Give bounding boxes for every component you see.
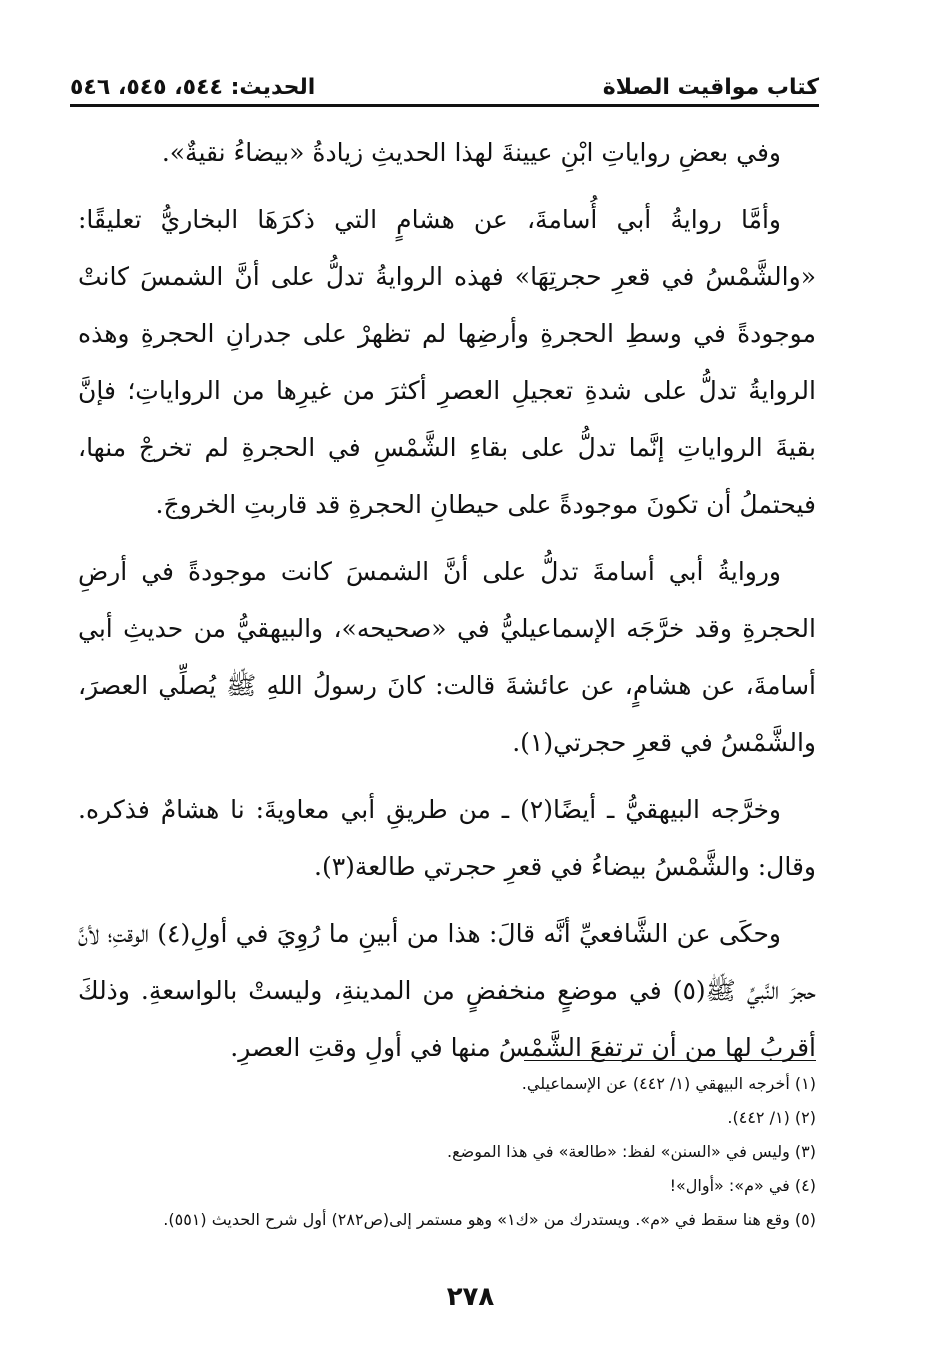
footnote-divider: [524, 1060, 816, 1061]
header-hadith-numbers: الحديث: ٥٤٤، ٥٤٥، ٥٤٦: [70, 74, 316, 100]
footnote: (١) أخرجه البيهقي (١/ ٤٤٢) عن الإسماعيلي.: [521, 1074, 816, 1093]
header-divider: [70, 104, 819, 107]
footnote: (٣) وليس في «السنن» لفظ: «طالعة» في هذا الموضع.: [447, 1142, 816, 1161]
page-header: [70, 70, 819, 104]
footnotes: [78, 1070, 816, 1240]
footnote: (٥) وقع هنا سقط في «م». ويستدرك من «ك١» وهو مستمر إلى(ص٢٨٢) أول شرح الحديث (٥٥١).: [163, 1210, 816, 1229]
footnote: (٢) (١/ ٤٤٢).: [727, 1108, 816, 1127]
header-chapter-title: كتاب مواقيت الصلاة: [602, 74, 819, 100]
paragraph: وخرَّجه البيهقيُّ ـ أيضًا(٢) ـ من طريقِ أبي معاويةَ: نا هشامٌ فذكره. وقال: والشَّمْسُ بيضاءُ في قعرِ حجرتي طالعة(٣).: [78, 795, 816, 881]
page-number: ٢٧٨: [446, 1282, 495, 1312]
paragraph: وفي بعضِ رواياتِ ابْنِ عيينةَ لهذا الحديثِ زيادةُ «بيضاءُ نقيةٌ».: [161, 138, 781, 167]
main-text: [78, 124, 816, 1086]
footnote: (٤) في «م»: «أوال»!: [669, 1176, 816, 1195]
paragraph: وأمَّا روايةُ أبي أُسامةَ، عن هشامٍ التي ذكرَهَا البخاريُّ تعليقًا: «والشَّمْسُ في قعرِ حجرتِهَا» فهذه الروايةُ تدلُّ على أنَّ الشمسَ كانتْ موجودةً في وسطِ الحجرةِ وأرضِها لم تظهرْ على جدرانِ الحجرةِ وهذه الروايةُ تدلُّ على شدةِ تعجيلِ العصرِ أكثرَ من غيرِها من الرواياتِ؛ فإنَّ بقيةَ الرواياتِ إنَّما تدلُّ على بقاءِ الشَّمْسِ في الحجرةِ لم تخرجْ منها، فيحتملُ أن تكونَ موجودةً على حيطانِ الحجرةِ قد قاربتِ الخروجَ.: [78, 205, 816, 519]
paragraph: وروايةُ أبي أسامةَ تدلُّ على أنَّ الشمسَ كانت موجودةً في أرضِ الحجرةِ وقد خرَّجَه الإسماعيليُّ في «صحيحه»، والبيهقيُّ من حديثِ أبي أسامةَ، عن هشامٍ، عن عائشةَ قالت: كانَ رسولُ اللهِ ﷺ يُصلِّي العصرَ، والشَّمْسُ في قعرِ حجرتي(١).: [78, 557, 816, 757]
paragraph: وحكَى عن الشَّافعيِّ أنَّه قالَ: هذا من أبينِ ما رُوِيَ في أولِ(٤) الوقتِ؛ لأنَّ حجرَ النَّبيِّ ﷺ(٥) في موضعٍ منخفضٍ من المدينةِ، وليستْ بالواسعةِ. وذلكَ أقربُ لها من أن ترتفعَ الشَّمْسُ منها في أولِ وقتِ العصرِ.: [78, 919, 816, 1062]
